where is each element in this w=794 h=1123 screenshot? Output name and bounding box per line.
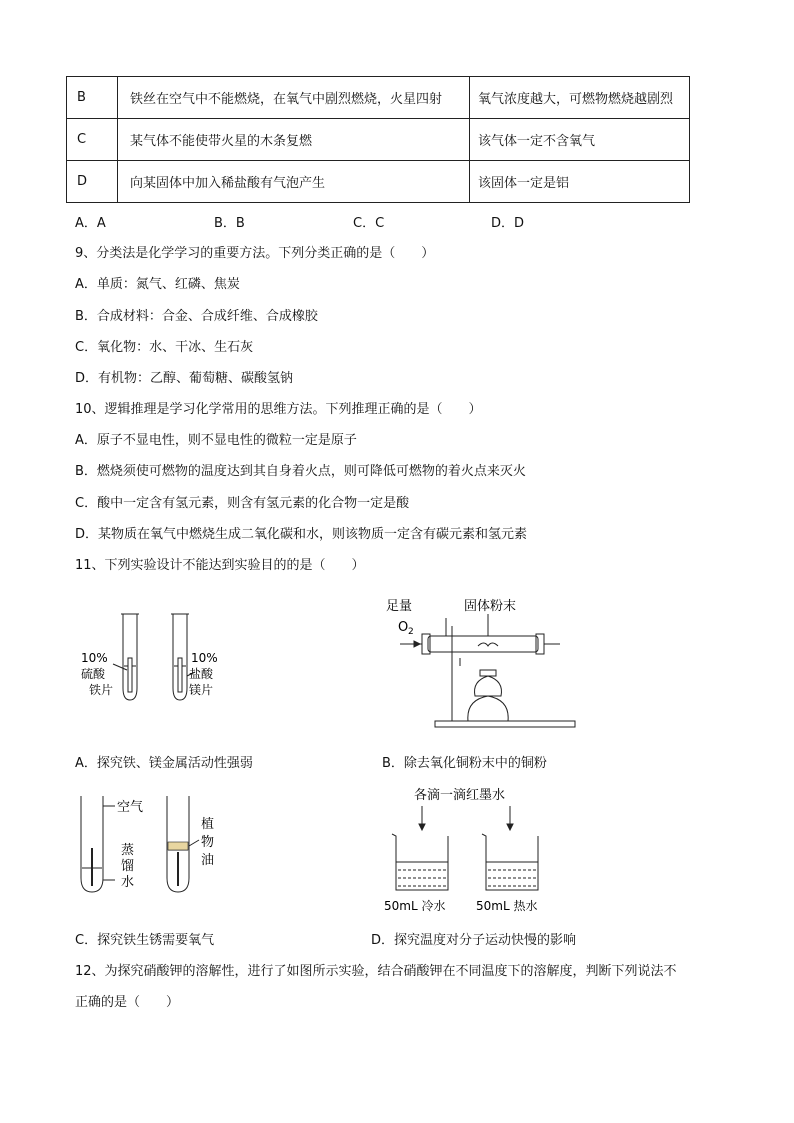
- q8-choice-c: C．C: [353, 216, 385, 231]
- fig-c-air: 空气: [117, 800, 144, 815]
- q10-stem: 10、逻辑推理是学习化学常用的思维方法。下列推理正确的是（ ）: [75, 402, 482, 417]
- row-fact: 向某固体中加入稀盐酸有气泡产生: [118, 161, 470, 203]
- fig-b-gas: O: [398, 620, 409, 635]
- fig-c-oil-1: 植: [201, 817, 215, 832]
- q11-caption-d: D．探究温度对分子运动快慢的影响: [371, 933, 577, 948]
- fig-a-left-acid: 硫酸: [81, 667, 106, 681]
- figure-a-test-tubes: [75, 608, 235, 708]
- fig-d-top: 各滴一滴红墨水: [414, 788, 506, 803]
- fig-c-water-1: 蒸: [121, 843, 135, 858]
- row-fact: 某气体不能使带火星的木条复燃: [118, 119, 470, 161]
- q9-option-a: A．单质：氮气、红磷、焦炭: [75, 277, 240, 292]
- row-letter: C: [67, 119, 118, 161]
- figure-d-beakers: [380, 784, 560, 916]
- row-fact: 铁丝在空气中不能燃烧，在氧气中剧烈燃烧，火星四射: [118, 77, 470, 119]
- fig-a-right-acid: 盐酸: [189, 667, 214, 681]
- q10-option-c: C．酸中一定含有氢元素，则含有氢元素的化合物一定是酸: [75, 496, 410, 511]
- q12-line-2: 正确的是（ ）: [75, 995, 180, 1010]
- q8-choice-a: A．A: [75, 216, 106, 231]
- row-letter: D: [67, 161, 118, 203]
- fig-a-right-pct: 10%: [191, 651, 218, 665]
- fig-c-water-2: 馏: [121, 859, 135, 874]
- fig-c-oil-3: 油: [201, 853, 215, 868]
- fig-c-water-3: 水: [121, 875, 135, 890]
- q10-option-a: A．原子不显电性，则不显电性的微粒一定是原子: [75, 433, 357, 448]
- fig-b-gas-sub: 2: [408, 627, 414, 637]
- table-row: [67, 119, 690, 161]
- row-conclusion: 该气体一定不含氧气: [470, 119, 690, 161]
- figure-c-rust-tubes: [75, 790, 235, 896]
- fig-b-powder: 固体粉末: [464, 599, 517, 614]
- table-row: [67, 161, 690, 203]
- fig-d-hot: 50mL 热水: [476, 899, 538, 913]
- row-letter: B: [67, 77, 118, 119]
- fig-a-left-pct: 10%: [81, 651, 108, 665]
- table-row: [67, 77, 690, 119]
- q10-option-b: B．燃烧须使可燃物的温度达到其自身着火点，则可降低可燃物的着火点来灭火: [75, 464, 526, 479]
- row-conclusion: 氧气浓度越大，可燃物燃烧越剧烈: [470, 77, 690, 119]
- q9-option-b: B．合成材料：合金、合成纤维、合成橡胶: [75, 309, 318, 324]
- row-conclusion: 该固体一定是铝: [470, 161, 690, 203]
- q11-caption-c: C．探究铁生锈需要氧气: [75, 933, 215, 948]
- figure-b-apparatus: [380, 596, 580, 734]
- fig-c-oil-2: 物: [201, 835, 215, 850]
- q11-stem: 11、下列实验设计不能达到实验目的的是（ ）: [75, 558, 365, 573]
- options-table: [66, 76, 690, 203]
- q8-choice-d: D．D: [491, 216, 525, 231]
- q8-choice-b: B．B: [214, 216, 245, 231]
- fig-a-left-metal: 铁片: [89, 683, 114, 697]
- q12-line-1: 12、为探究硝酸钾的溶解性，进行了如图所示实验，结合硝酸钾在不同温度下的溶解度，判断下列说法不: [75, 964, 677, 979]
- q11-caption-b: B．除去氧化铜粉末中的铜粉: [382, 756, 547, 771]
- q9-option-c: C．氧化物：水、干冰、生石灰: [75, 340, 254, 355]
- q11-caption-a: A．探究铁、镁金属活动性强弱: [75, 756, 253, 771]
- q9-stem: 9、分类法是化学学习的重要方法。下列分类正确的是（ ）: [75, 246, 435, 261]
- fig-a-right-metal: 镁片: [189, 683, 214, 697]
- fig-d-cold: 50mL 冷水: [384, 899, 446, 913]
- fig-b-gas-top: 足量: [386, 599, 413, 614]
- q9-option-d: D．有机物：乙醇、葡萄糖、碳酸氢钠: [75, 371, 294, 386]
- q10-option-d: D．某物质在氧气中燃烧生成二氧化碳和水，则该物质一定含有碳元素和氢元素: [75, 527, 528, 542]
- oil-layer: [168, 842, 188, 850]
